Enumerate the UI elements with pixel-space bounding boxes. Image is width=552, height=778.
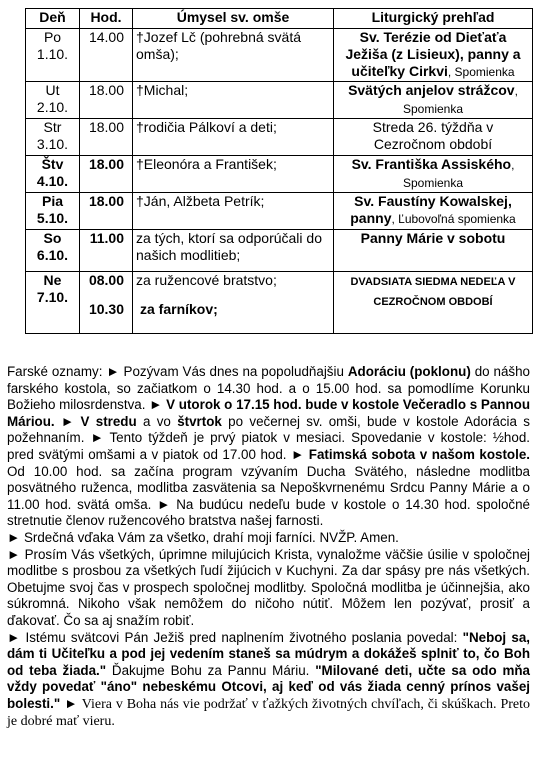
liturgy-cell xyxy=(334,193,533,230)
day-cell xyxy=(26,156,80,193)
day-cell xyxy=(26,119,80,156)
mass-intention: †Ján, Alžbeta Petrík; xyxy=(136,193,265,209)
bold-text: ► V utorok o 17.15 hod. bude v kostole Večeradlo s Pannou Máriou. xyxy=(7,397,531,429)
mass-intention: za ružencové bratstvo; xyxy=(136,272,277,288)
liturgy-celebration: Sv. Terézie od Dieťaťa Ježiša (z Lisieux), panny a učiteľky Cirkvi xyxy=(345,29,521,79)
text: Od 10.00 hod. sa začína program vzývaním Ducha Svätého, následne modlitba posvätného ruženca, modlitba zasvätenia sa Nepoškvrnenému Srdcu Panny Márie a o 11.00 hod. svätá omša. ► Na budúcu nedeľu bude v kostole o 14.30 hod. spoločné stretnutie členov ružencového bratstva našej farnosti. xyxy=(7,463,530,529)
intention-cell xyxy=(133,193,334,230)
liturgy-cell xyxy=(334,230,533,272)
hour-cell xyxy=(80,193,133,230)
mass-intention: †Jozef Lč (pohrebná svätá omša); xyxy=(136,29,301,62)
text: do nášho farského kostola, so začiatkom o 14.30 hod. a o 15.00 hod. sa pomodlíme Korunku Božieho milosrdenstva. xyxy=(7,364,530,413)
liturgy-rank: Streda 26. týždňa v Cezročnom období xyxy=(372,119,494,152)
announcement-quote xyxy=(7,630,530,732)
day-name: So xyxy=(43,230,62,246)
mass-intention: †Michal; xyxy=(136,82,189,98)
day-name: Ne xyxy=(43,272,62,288)
mass-time: 18.00 xyxy=(88,82,124,98)
bold-text: ► Fatimská sobota v našom kostole. xyxy=(291,446,530,462)
hour-cell xyxy=(80,29,133,82)
mass-time: 11.00 xyxy=(89,230,124,246)
mass-intention: †rodičia Pálkoví a deti; xyxy=(136,119,277,135)
mass-time: 10.30 xyxy=(88,301,124,317)
bold-text: V stredu xyxy=(80,413,137,429)
liturgy-cell xyxy=(334,272,533,334)
announcement-thanks: ► Srdečná vďaka Vám za všetko, drahí moji farníci. NVŽP. Amen. xyxy=(7,529,399,545)
schedule-row xyxy=(26,272,533,334)
day-name: Po xyxy=(43,29,62,45)
liturgy-celebration: DVADSIATA SIEDMA NEDEĽA V CEZROČNOM OBDOBÍ xyxy=(350,276,516,308)
intention-cell xyxy=(133,272,334,334)
hour-cell xyxy=(80,119,133,156)
header-intention: Úmysel sv. omše xyxy=(133,9,334,29)
mass-intention: za tých, ktorí sa odporúčali do našich modlitieb; xyxy=(136,230,322,263)
day-cell xyxy=(26,82,80,119)
intention-cell xyxy=(133,119,334,156)
text: po večernej sv. omši, bude v kostole Adorácia s požehnaním. ► Tento týždeň je prvý piatok v mesiaci. Spovedanie v kostole: ½hod. pred svätými omšami a v piatok od 17.00 hod. xyxy=(7,413,530,462)
announcement-main xyxy=(7,364,530,530)
day-name: Str xyxy=(43,119,62,135)
day-name: Pia xyxy=(41,193,63,209)
closing-text: Viera v Boha nás vie podržať v ťažkých životných chvíľach, či skúškach. Preto je dobré mať vieru. xyxy=(7,696,530,730)
mass-intention: †Eleonóra a František; xyxy=(136,156,277,172)
text: ► xyxy=(54,413,81,429)
liturgy-rank: , Spomienka xyxy=(402,84,518,116)
liturgy-cell xyxy=(334,29,533,82)
hour-cell xyxy=(80,272,133,334)
liturgy-celebration: Sv. Františka Assiského xyxy=(351,156,512,172)
mass-time: 08.00 xyxy=(88,272,124,288)
liturgy-rank: , Spomienka xyxy=(447,65,515,79)
day-date: 6.10. xyxy=(36,247,69,263)
liturgy-cell xyxy=(334,119,533,156)
parish-announcements xyxy=(7,364,530,731)
day-cell xyxy=(26,29,80,82)
schedule-row xyxy=(26,156,533,193)
table-header-row xyxy=(26,9,533,29)
liturgy-celebration: Svätých anjelov strážcov xyxy=(348,82,515,98)
bold-text: "Milované deti, učte sa odo mňa vždy povedať "áno" nebeskému Otcovi, aj keď od vás žiada cenný prínos vašej bolesti." xyxy=(7,662,530,711)
text: ► xyxy=(60,695,82,711)
liturgy-cell xyxy=(334,82,533,119)
header-liturgy: Liturgický prehľad xyxy=(334,9,533,29)
day-date: 5.10. xyxy=(36,210,69,226)
intention-cell xyxy=(133,82,334,119)
mass-time: 18.00 xyxy=(88,156,124,172)
mass-time: 18.00 xyxy=(88,119,124,135)
day-date: 7.10. xyxy=(36,289,69,305)
day-cell xyxy=(26,193,80,230)
schedule-row xyxy=(26,119,533,156)
text: a vo xyxy=(136,413,178,429)
announcement-prayer-appeal: ► Prosím Vás všetkých, úprimne milujúcich Krista, vynaložme väčšie úsilie v spoločnej modlitbe s prosbou za všetkých ľudí žijúcich v Kuchyni. Za dar spásy pre nás všetkých. Obetujme svoj čas v prospech spoločnej modlitby. Spoločná modlitba je účinnejšia, ako súkromná. Nikoho však nemôžem do ničoho nútiť. Môžem len pozývať, prosiť a ďakovať. Čo sa aj snažím robiť. xyxy=(7,546,530,628)
hour-cell xyxy=(80,230,133,272)
mass-time: 14.00 xyxy=(88,29,124,45)
header-day: Deň xyxy=(26,9,80,29)
text: ► Istému svätcovi Pán Ježiš pred naplnením životného poslania povedal: xyxy=(7,629,463,645)
liturgy-rank: , Spomienka xyxy=(402,158,515,190)
day-date: 3.10. xyxy=(36,136,69,152)
day-date: 4.10. xyxy=(36,173,69,189)
liturgy-celebration: Sv. Faustíny Kowalskej, panny xyxy=(350,193,512,226)
day-name: Štv xyxy=(41,156,64,172)
liturgy-rank: , Ľubovoľná spomienka xyxy=(391,212,516,226)
liturgy-celebration: Panny Márie v sobotu xyxy=(360,230,506,246)
schedule-row xyxy=(26,29,533,82)
liturgy-cell xyxy=(334,156,533,193)
hour-cell xyxy=(80,82,133,119)
day-cell xyxy=(26,230,80,272)
intention-cell xyxy=(133,230,334,272)
intention-cell xyxy=(133,29,334,82)
day-date: 1.10. xyxy=(36,46,69,62)
bold-text: "Neboj sa, dám ti Učiteľku a pod jej vedením staneš sa múdrym a dokážeš splniť to, čo Boh od teba žiada." xyxy=(7,629,530,678)
intention-cell xyxy=(133,156,334,193)
bold-text: štvrtok xyxy=(177,413,222,429)
schedule-row xyxy=(26,230,533,272)
day-name: Ut xyxy=(45,82,60,98)
schedule-row xyxy=(26,82,533,119)
bold-text: Adoráciu (poklonu) xyxy=(347,364,471,379)
text: Farské oznamy: ► Pozývam Vás dnes na popoludňajšiu xyxy=(7,364,348,379)
day-date: 2.10. xyxy=(36,99,69,115)
day-cell xyxy=(26,272,80,334)
mass-time: 18.00 xyxy=(88,193,124,209)
hour-cell xyxy=(80,156,133,193)
text: Ďakujme Bohu za Pannu Máriu. xyxy=(106,662,316,678)
schedule-row xyxy=(26,193,533,230)
header-hour: Hod. xyxy=(80,9,133,29)
mass-intention: za farníkov; xyxy=(140,301,218,317)
mass-schedule-table xyxy=(25,8,533,334)
